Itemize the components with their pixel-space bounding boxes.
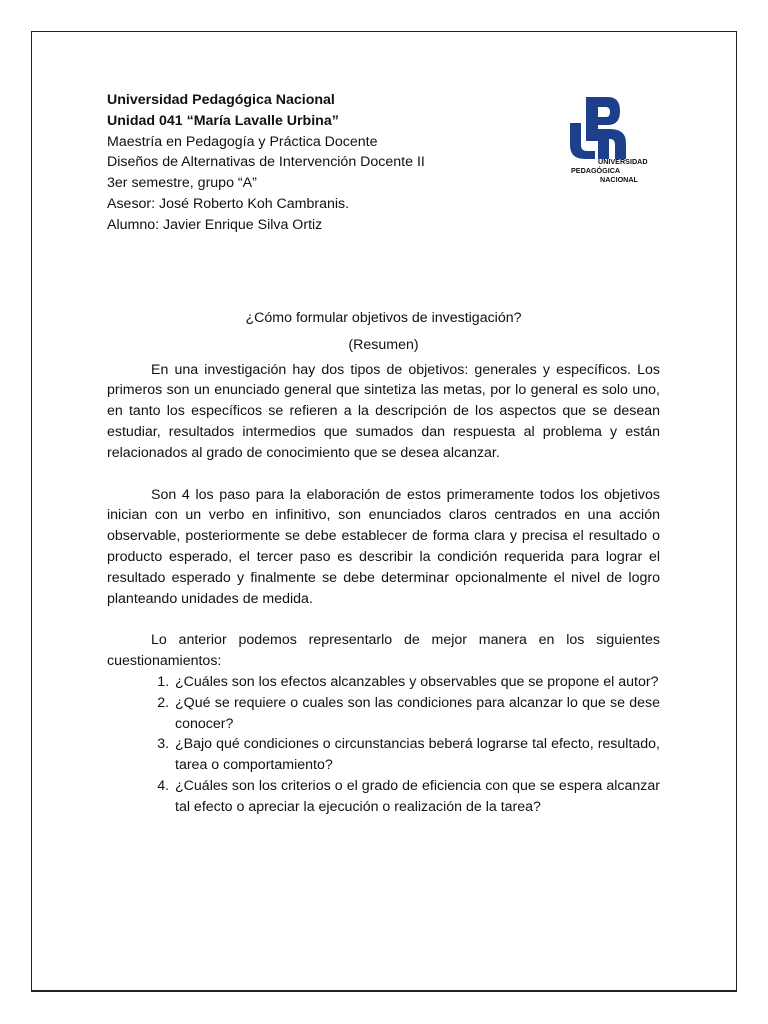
semester-group: 3er semestre, grupo “A” (107, 175, 257, 192)
list-item: 3. ¿Bajo qué condiciones o circunstancias beberá lograrse tal efecto, resultado, tarea o comportamiento? (173, 734, 660, 776)
list-item: 4. ¿Cuáles son los criterios o el grado de eficiencia con que se espera alcanzar tal efecto o apreciar la ejecución o realización de la tarea? (173, 776, 660, 818)
university-name: Universidad Pedagógica Nacional (107, 92, 335, 108)
paragraph-2: Son 4 los paso para la elaboración de estos primeramente todos los objetivos inician con un verbo en infinitivo, son enunciados claros centrados en una acción observable, posteriormente se debe establecer de forma clara y precisa el resultado o producto esperado, el tercer paso es describir la condición requerida para lograr el resultado esperado y finalmente se debe determinar opcionalmente el nivel de logro planteando unidades de medida. (107, 486, 660, 607)
course-name: Diseños de Alternativas de Intervención Docente II (107, 154, 425, 171)
document-header (107, 90, 660, 236)
advisor-line: Asesor: José Roberto Koh Cambranis. (107, 195, 350, 212)
program-name: Maestría en Pedagogía y Práctica Docente (107, 133, 378, 150)
logo-text-universidad: UNIVERSIDAD (598, 157, 648, 166)
document-title: ¿Cómo formular objetivos de investigación? (245, 309, 522, 326)
questions-list (107, 672, 660, 818)
logo-text-nacional: NACIONAL (600, 175, 638, 184)
document-title-block (107, 305, 660, 359)
logo-text-pedagogica: PEDAGÓGICA (571, 166, 621, 175)
student-line: Alumno: Javier Enrique Silva Ortiz (107, 216, 323, 233)
paragraph-1: En una investigación hay dos tipos de objetivos: generales y específicos. Los primeros son un enunciado general que sintetiza las metas, por lo general es solo uno, en tanto los específicos se refieren a la descripción de los aspectos que se desean estudiar, resultados intermedios que sumados dan respuesta al problema y están relacionados al grado de conocimiento que se desea alcanzar. (107, 361, 660, 461)
paragraph-3: Lo anterior podemos representarlo de mejor manera en los siguientes cuestionamientos: (107, 632, 660, 670)
document-content (107, 90, 660, 818)
document-subtitle: (Resumen) (348, 336, 419, 353)
list-item: 2. ¿Qué se requiere o cuales son las condiciones para alcanzar lo que se dese conocer? (173, 693, 660, 735)
unit-name: Unidad 041 “María Lavalle Urbina” (107, 112, 339, 129)
list-item: 1. ¿Cuáles son los efectos alcanzables y observables que se propone el autor? (173, 672, 660, 693)
